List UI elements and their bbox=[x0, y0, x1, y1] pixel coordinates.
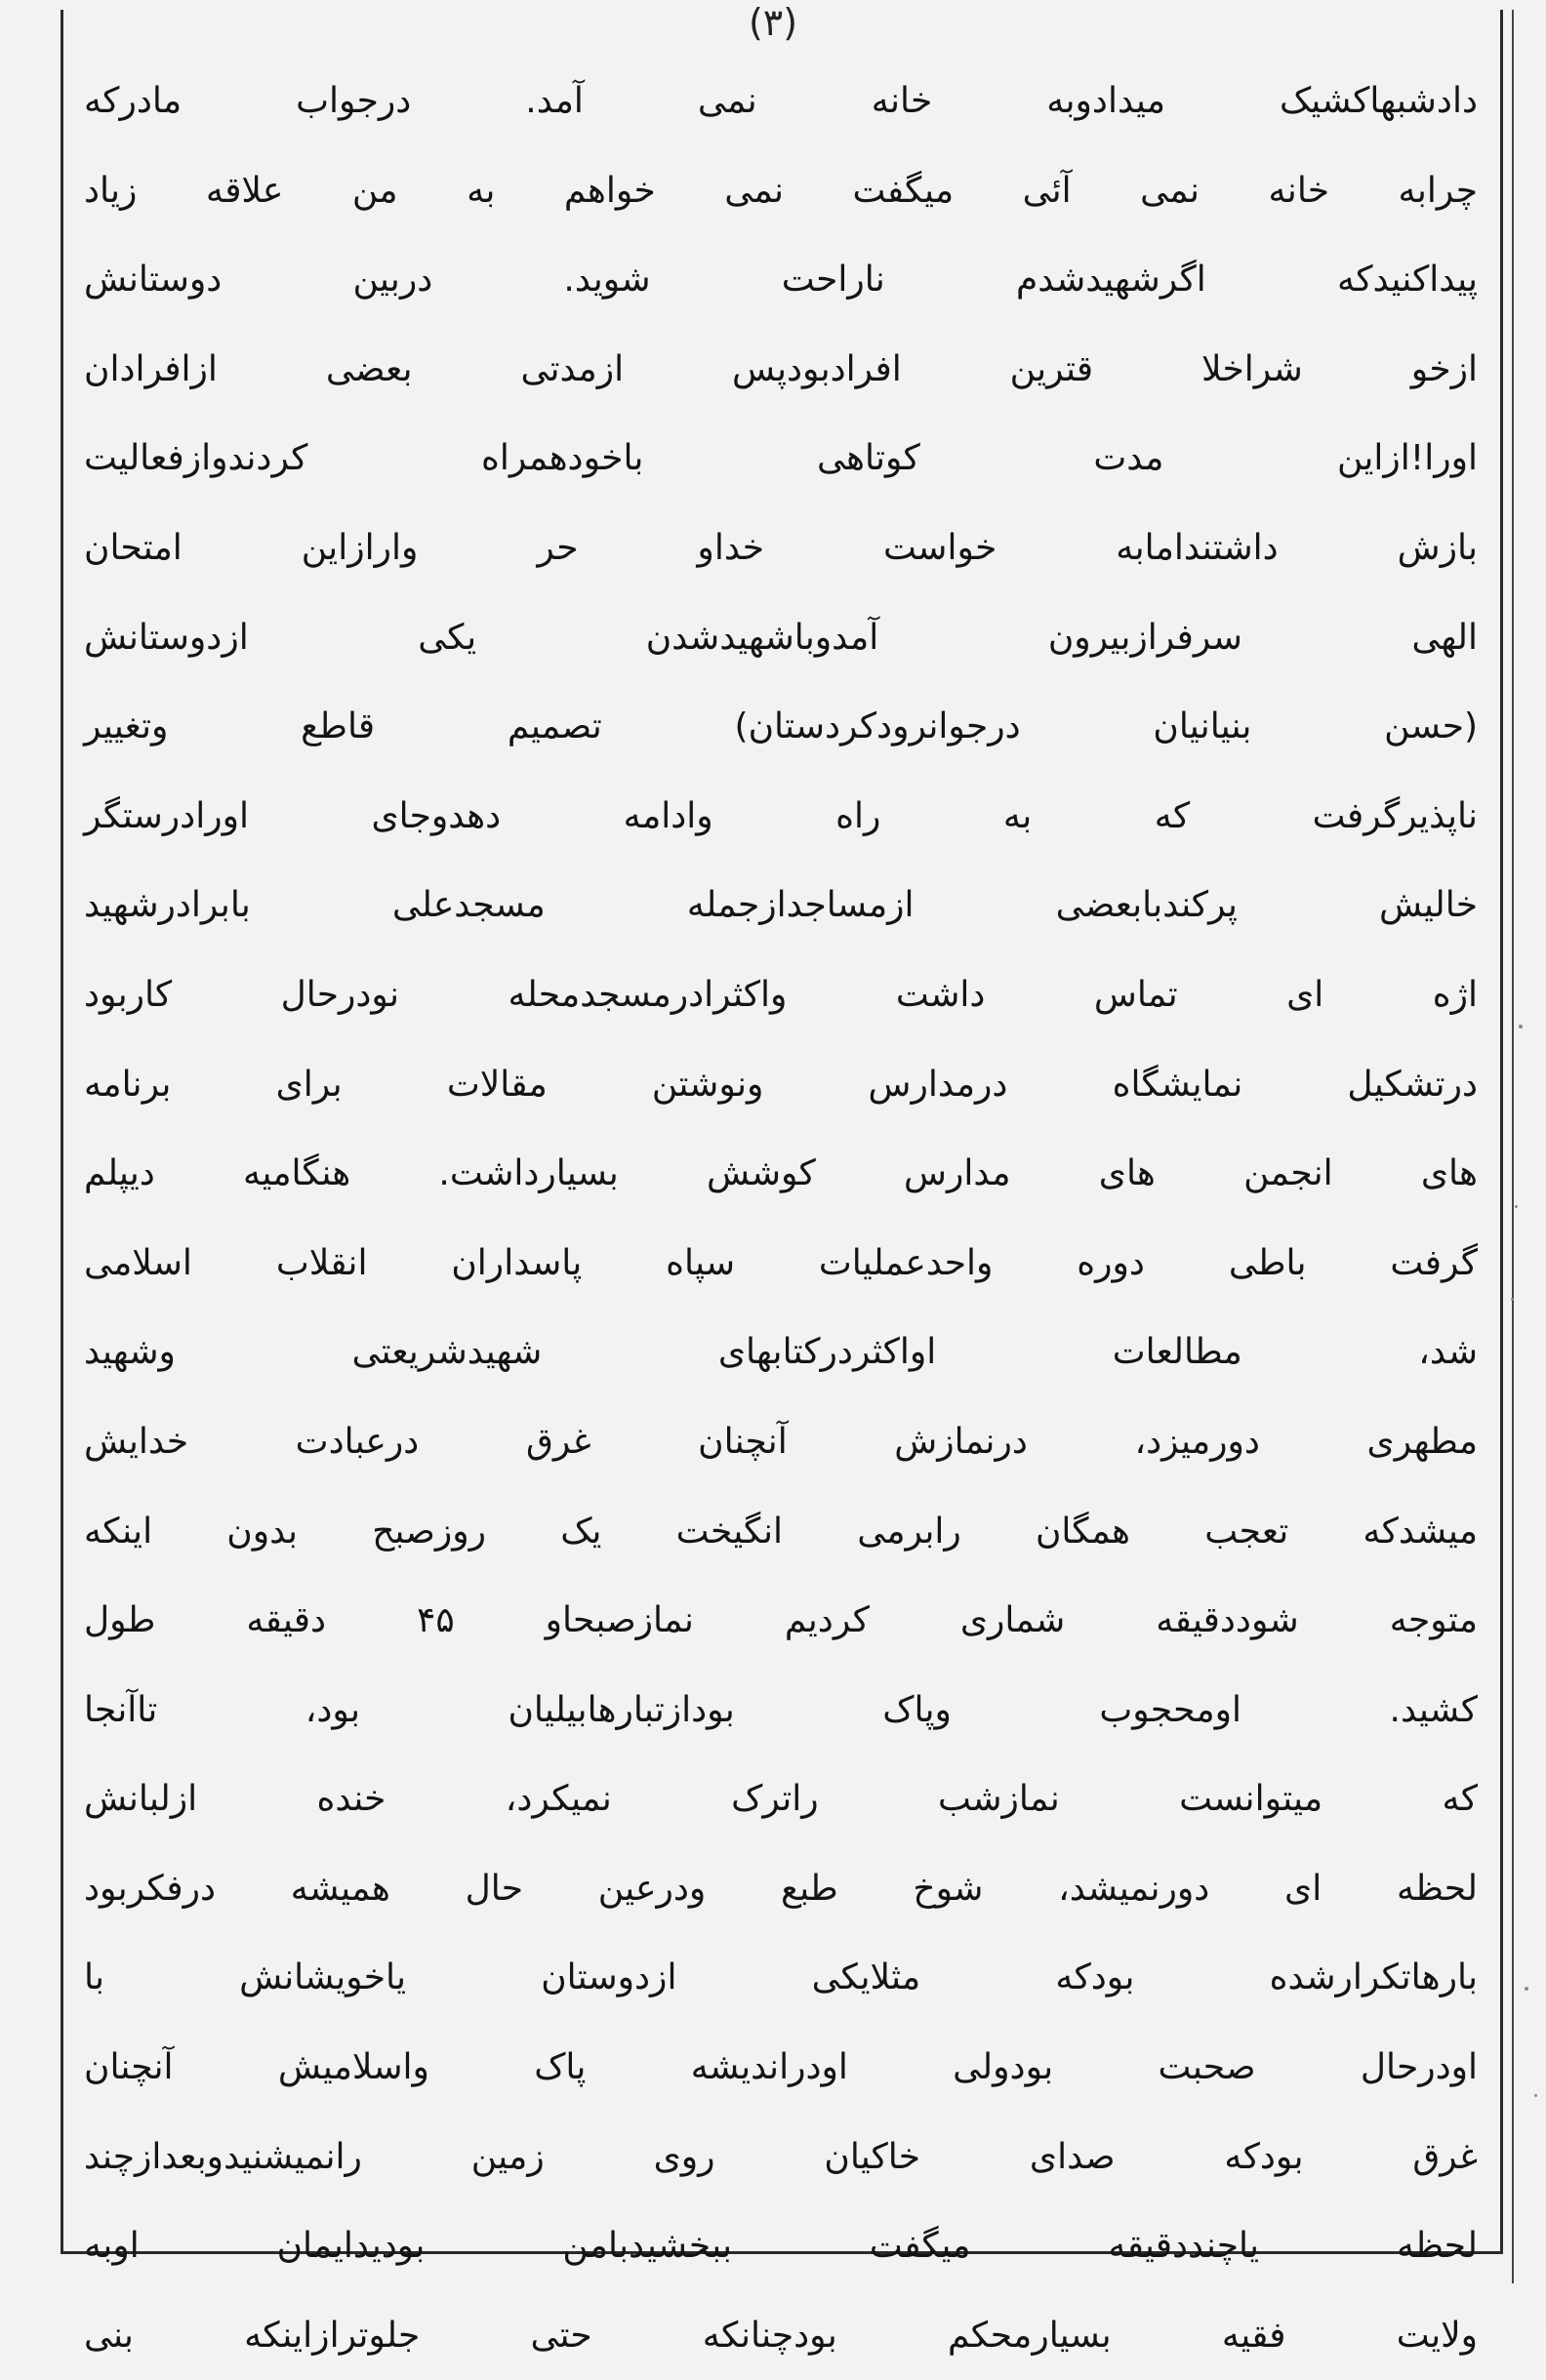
text-line: ولایت فقیه بسیارمحکم بودچنانکه حتی جلوترازاینکه بنی bbox=[84, 2315, 1478, 2356]
text-line: ازخو شراخلا قترین افرادبودپس ازمدتی بعضی ازافرادان bbox=[84, 348, 1478, 389]
scan-speck bbox=[1515, 1205, 1518, 1208]
text-line: اورا!ازاین مدت کوتاهی باخودهمراه کردندوازفعالیت bbox=[84, 438, 1478, 479]
text-line: شد، مطالعات اواکثردرکتابهای شهیدشریعتی وشهید bbox=[84, 1332, 1478, 1373]
text-line: خالیش پرکندبابعضی ازمساجدازجمله مسجدعلی بابرادرشهید bbox=[84, 885, 1478, 926]
page-number: (۳) bbox=[748, 1, 798, 44]
scan-speck bbox=[1534, 2094, 1537, 2097]
text-line: درتشکیل نمایشگاه درمدارس ونوشتن مقالات برای برنامه bbox=[84, 1064, 1478, 1105]
text-line: بازش داشتندامابه خواست خداو حر وارازاین امتحان bbox=[84, 527, 1478, 568]
text-line: دادشبهاکشیک میدادوبه خانه نمی آمد. درجواب مادرکه bbox=[84, 81, 1478, 121]
scan-speck bbox=[1525, 1987, 1528, 1991]
text-line: پیداکنیدکه اگرشهیدشدم ناراحت شوید. دربین دوستانش bbox=[84, 260, 1478, 301]
text-line: بارهاتکرارشده بودکه مثلایکی ازدوستان یاخویشانش با bbox=[84, 1957, 1478, 1998]
text-line: میشدکه تعجب همگان رابرمی انگیخت یک روزصبح بدون اینکه bbox=[84, 1511, 1478, 1552]
text-line: متوجه شوددقیقه شماری کردیم نمازصبحاو ۴۵ دقیقه طول bbox=[84, 1600, 1478, 1641]
text-line: لحظه ای دورنمیشد، شوخ طبع ودرعین حال همیشه درفکربود bbox=[84, 1868, 1478, 1909]
scan-speck bbox=[1519, 1025, 1523, 1029]
text-line: گرفت باطی دوره واحدعملیات سپاه پاسداران انقلاب اسلامی bbox=[84, 1242, 1478, 1283]
scan-speck bbox=[1511, 1298, 1514, 1301]
text-line: های انجمن های مدارس کوشش بسیارداشت. هنگامیه دیپلم bbox=[84, 1153, 1478, 1194]
text-line: الهی سرفرازبیرون آمدوباشهیدشدن یکی ازدوستانش bbox=[84, 617, 1478, 658]
outer-border-line bbox=[1512, 10, 1514, 2283]
document-body bbox=[78, 57, 1484, 2380]
text-line: که میتوانست نمازشب راترک نمیکرد، خنده ازلبانش bbox=[84, 1779, 1478, 1820]
text-line: چرابه خانه نمی آئی میگفت نمی خواهم به من علاقه زیاد bbox=[84, 170, 1478, 211]
text-line: ناپذیرگرفت که به راه وادامه دهدوجای اورادرستگر bbox=[84, 795, 1478, 836]
text-line: (حسن بنیانیان درجوانرودکردستان) تصمیم قاطع وتغییر bbox=[84, 706, 1478, 747]
text-line: کشید. اومحجوب وپاک بودازتبارهابیلیان بود، تاآنجا bbox=[84, 1689, 1478, 1730]
text-line: غرق بودکه صدای خاکیان روی زمین رانمیشنیدوبعدازچند bbox=[84, 2136, 1478, 2177]
text-line: اژه ای تماس داشت واکثرادرمسجدمحله نودرحال کاربود bbox=[84, 974, 1478, 1015]
text-line: اودرحال صحبت بودولی اودراندیشه پاک واسلامیش آنچنان bbox=[84, 2047, 1478, 2088]
text-line: مطهری دورمیزد، درنمازش آنچنان غرق درعبادت خدایش bbox=[84, 1421, 1478, 1462]
text-line: لحظه یاچنددقیقه میگفت ببخشیدبامن بودیدایمان اوبه bbox=[84, 2226, 1478, 2267]
